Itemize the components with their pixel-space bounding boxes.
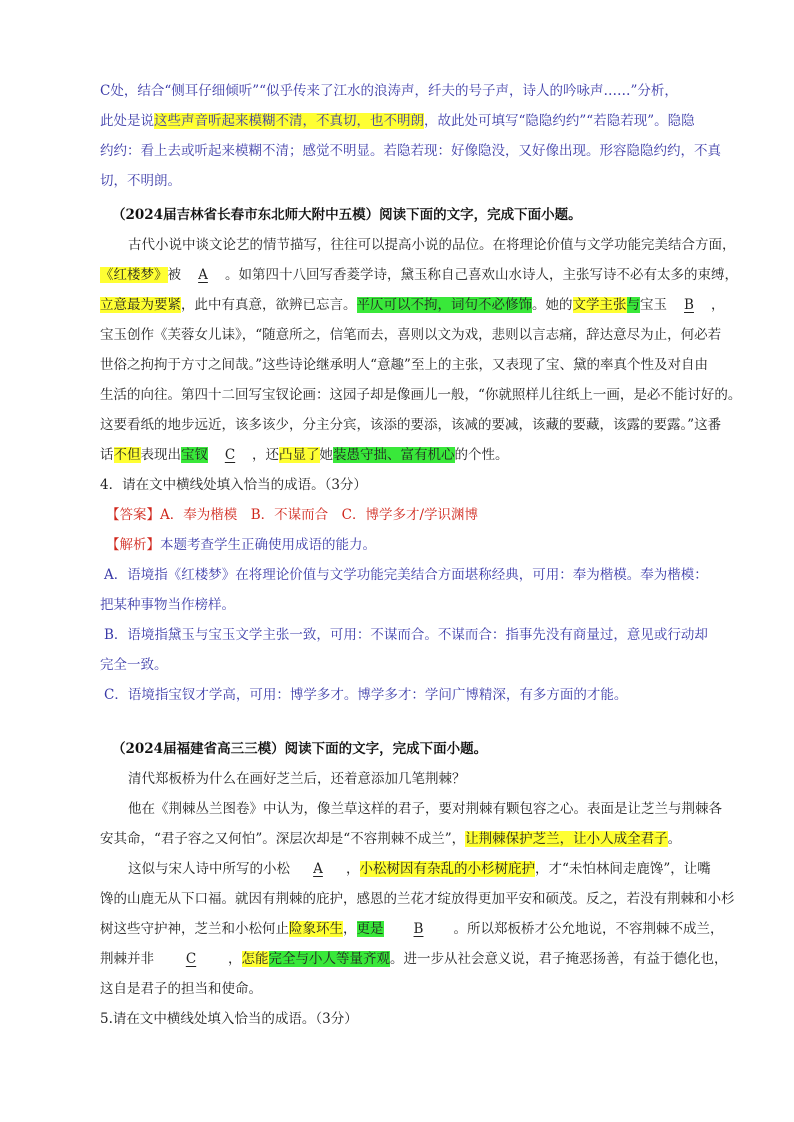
text-line [100, 854, 720, 884]
text-span: ， [228, 951, 242, 967]
question-5-section [100, 734, 735, 1034]
highlighted-text: 更是 [356, 921, 384, 937]
text-span: 树这些守护神，芝兰和小松何止 [100, 921, 289, 937]
highlighted-text: 与 [626, 297, 640, 313]
text-span: 被 [167, 267, 181, 283]
answer-text: A．奉为楷模 B．不谋而合 C．博学多才/学识渊博 [160, 507, 479, 523]
text-line: 约约：看上去或听起来模糊不清；感觉不明显。若隐若现：好像隐没，又好像出现。形容隐隐约约，不真 [100, 143, 721, 159]
text-span: 话 [100, 447, 114, 463]
highlighted-text: 凸显了 [279, 447, 320, 463]
question-5-prompt: 5.请在文中横线处填入恰当的成语。（3分） [100, 1011, 358, 1027]
text-line: 这要看纸的地步远近，该多该少，分主分宾，该添的要添，该减的要减，该藏的要藏，该露的要露。”这番 [100, 417, 722, 433]
text-line: 清代郑板桥为什么在画好芝兰后，还着意添加几笔荆棘？ [128, 771, 466, 787]
highlighted-text: 小松树因有杂乱的小杉树庇护 [359, 861, 535, 877]
text-span: ，故此处可填写“隐隐约约”“若隐若现”。隐隐 [424, 113, 695, 129]
analysis-c-block [100, 76, 720, 196]
highlighted-text: 装愚守拙、富有机心 [333, 447, 455, 463]
section-heading: （2024届吉林省长春市东北师大附中五模）阅读下面的文字，完成下面小题。 [112, 207, 582, 223]
question-4-prompt: 4．请在文中横线处填入恰当的成语。（3分） [100, 477, 367, 493]
text-line: 馋的山鹿无从下口福。就因有荆棘的庇护，感恩的兰花才绽放得更加平安和硕茂。反之，若没有荆棘和小杉 [100, 891, 735, 907]
explanation-b-line: B．语境指黛玉与宝玉文学主张一致，可用：不谋而合。不谋而合：指事先没有商量过，意见或行动却 [104, 627, 708, 643]
highlighted-text: 《红楼梦》 [100, 267, 168, 283]
highlighted-text: 不但 [113, 447, 141, 463]
text-span: 此处是说 [100, 113, 154, 129]
text-line: 宝玉创作《芙蓉女儿诔》，“随意所之，信笔而去，喜则以文为戏，悲则以言志痛，辞达意尽为止，何必若 [100, 327, 722, 343]
highlighted-text: 宝钗 [181, 447, 208, 463]
highlighted-text: 平仄可以不拘，词句不必修饰 [356, 297, 532, 313]
text-span: 。所以郑板桥才公允地说，不容荆棘不成兰， [453, 921, 724, 937]
text-span: 表现出 [140, 447, 181, 463]
text-span: ，才“未怕林间走鹿馋”，让嘴 [535, 861, 711, 877]
text-line: 世俗之拘拘于方寸之间哉。”这些诗论继承明人“意趣”至上的主张，又表现了宝、黛的率真个性及对自由 [100, 357, 708, 373]
highlighted-text: 怎能 [241, 951, 269, 967]
analysis-line [100, 530, 720, 560]
text-span: 。 [667, 831, 682, 847]
highlighted-text: 险象环生 [289, 921, 343, 937]
analysis-label: 【解析】 [106, 537, 160, 553]
analysis-text: 本题考查学生正确使用成语的能力。 [160, 537, 376, 553]
answer-blank-a: A [198, 267, 208, 283]
text-line [100, 824, 720, 854]
text-span: 的个性。 [454, 447, 509, 463]
text-line: 切，不明朗。 [100, 173, 181, 189]
answer-blank-b: B [684, 297, 694, 313]
highlighted-text: 文学主张 [572, 297, 627, 313]
text-line: 他在《荆棘丛兰图卷》中认为，像兰草这样的君子，要对荆棘有颗包容之心。表面是让芝兰与荆棘各 [128, 801, 722, 817]
highlighted-text: 完全与小人等量齐观 [268, 951, 390, 967]
explanation-a-line: 把某种事物当作榜样。 [100, 597, 235, 613]
answer-line [100, 500, 720, 530]
text-span: 这似与宋人诗中所写的小松 [128, 861, 290, 877]
explanation-c-line: C．语境指宝钗才学高，可用：博学多才。博学多才：学问广博精深，有多方面的才能。 [104, 687, 628, 703]
text-line: 这自是君子的担当和使命。 [100, 981, 262, 997]
section-heading: （2024届福建省高三三模）阅读下面的文字，完成下面小题。 [112, 741, 488, 757]
text-span: 。进一步从社会意义说，君子掩恶扬善，有益于德化也， [390, 951, 728, 967]
highlighted-text: 立意最为要紧 [100, 297, 181, 313]
text-span: ，还 [252, 447, 279, 463]
text-span: 。她的 [532, 297, 573, 313]
text-line: C处，结合“侧耳仔细倾听”“似乎传来了江水的浪涛声，纤夫的号子声，诗人的吟咏声……”分析， [100, 83, 678, 99]
text-span: ， [346, 861, 360, 877]
text-line [100, 106, 720, 136]
text-line [100, 440, 720, 470]
text-line [100, 260, 738, 290]
answer-blank-a: A [313, 861, 323, 877]
text-span: ， [711, 297, 725, 313]
text-line [100, 290, 725, 320]
highlighted-text: 这些声音听起来模糊不清，不真切，也不明朗 [154, 113, 424, 129]
text-line [100, 914, 724, 944]
explanation-b-line: 完全一致。 [100, 657, 168, 673]
text-line [100, 944, 728, 974]
question-4-section [100, 200, 742, 710]
text-span: 她 [319, 447, 333, 463]
explanation-a-line: A．语境指《红楼梦》在将理论价值与文学功能完美结合方面堪称经典，可用：奉为楷模。奉为楷模： [104, 567, 708, 583]
text-span: 荆棘并非 [100, 951, 154, 967]
answer-blank-b: B [413, 921, 424, 937]
text-span: 宝玉 [640, 297, 667, 313]
answer-blank-c: C [185, 951, 197, 967]
text-span: ，此中有真意，欲辨已忘言。 [181, 297, 357, 313]
text-line: 生活的向往。第四十二回写宝钗论画：这园子却是像画儿一般，“你就照样儿往纸上一画，是必不能讨好的。 [100, 387, 742, 403]
text-span: ， [343, 921, 357, 937]
text-line: 古代小说中谈文论艺的情节描写，往往可以提高小说的品位。在将理论价值与文学功能完美结合方面， [128, 237, 736, 253]
highlighted-text: 让荆棘保护芝兰，让小人成全君子 [465, 831, 668, 847]
text-span: 。如第四十八回写香菱学诗，黛玉称自己喜欢山水诗人，主张写诗不必有太多的束缚， [225, 267, 738, 283]
answer-label: 【答案】 [106, 507, 160, 523]
answer-blank-c: C [224, 447, 236, 463]
text-span: 安其命，“君子容之又何怕”。深层次却是“不容荆棘不成兰”， [100, 831, 466, 847]
